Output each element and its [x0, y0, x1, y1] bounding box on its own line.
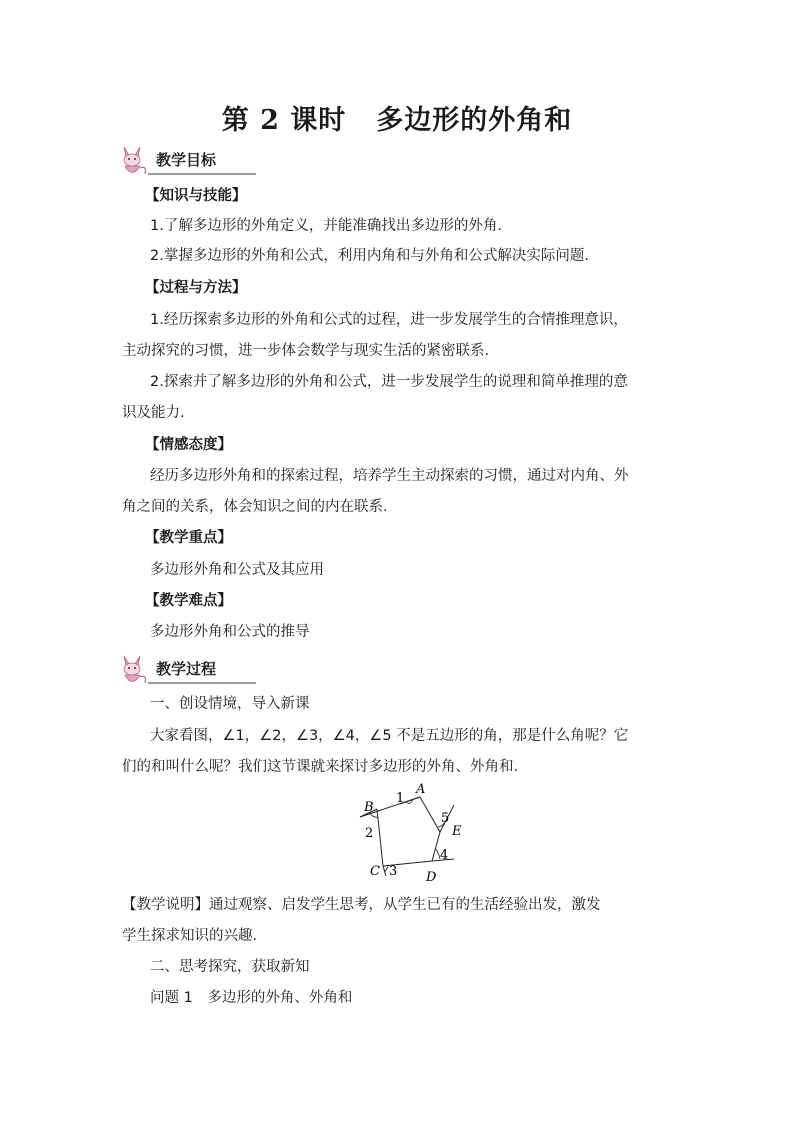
key-point-heading: 【教学重点】 [145, 530, 232, 546]
lesson-part: 第 2 课时 [221, 105, 347, 136]
section-rule [148, 682, 256, 684]
intro-line-1: 大家看图，∠1，∠2，∠3，∠4，∠5 不是五边形的角，那是什么角呢？它 [150, 728, 629, 744]
step-1-heading: 一、创设情境，导入新课 [150, 696, 310, 712]
vertex-label-b: B [364, 800, 374, 815]
vertex-label-a: A [416, 782, 426, 797]
vertex-label-c: C [370, 864, 380, 879]
vertex-label-d: D [426, 870, 437, 885]
angle-label-4: 4 [440, 848, 449, 863]
question-1: 问题 1 多边形的外角、外角和 [150, 990, 353, 1006]
angle-label-1: 1 [396, 791, 405, 806]
section-process-header [118, 652, 258, 688]
knowledge-item-1: 1.了解多边形的外角定义，并能准确找出多边形的外角. [150, 218, 502, 234]
section-goals-header [118, 143, 258, 179]
method-item-1-line-1: 1.经历探索多边形的外角和公式的过程，进一步发展学生的合情推理意识， [150, 312, 628, 328]
section-goals-label: 教学目标 [156, 151, 217, 169]
angle-label-3: 3 [389, 864, 398, 879]
section-process-label: 教学过程 [156, 660, 217, 678]
method-item-1-line-2: 主动探究的习惯，进一步体会数学与现实生活的紧密联系. [122, 343, 490, 359]
intro-line-2: 们的和叫什么呢？我们这节课就来探讨多边形的外角、外角和. [122, 759, 519, 775]
attitude-line-2: 角之间的关系，体会知识之间的内在联系. [122, 499, 388, 515]
pentagon-exterior-angles-figure [340, 780, 480, 890]
lesson-name: 多边形的外角和 [376, 105, 573, 136]
difficulty-heading: 【教学难点】 [145, 593, 232, 609]
teaching-note-line-2: 学生探求知识的兴趣. [122, 928, 258, 944]
key-point-text: 多边形外角和公式及其应用 [150, 562, 324, 578]
step-2-heading: 二、思考探究，获取新知 [150, 959, 310, 975]
teaching-note-line-1: 【教学说明】通过观察、启发学生思考，从学生已有的生活经验出发，激发 [122, 897, 601, 913]
knowledge-heading: 【知识与技能】 [145, 188, 247, 204]
method-heading: 【过程与方法】 [145, 280, 247, 296]
method-item-2-line-2: 识及能力. [122, 405, 185, 421]
method-item-2-line-1: 2.探索并了解多边形的外角和公式，进一步发展学生的说理和简单推理的意 [150, 374, 628, 390]
knowledge-item-2: 2.掌握多边形的外角和公式，利用内角和与外角和公式解决实际问题. [150, 248, 589, 264]
attitude-line-1: 经历多边形外角和的探索过程，培养学生主动探索的习惯，通过对内角、外 [150, 468, 629, 484]
fox-mascot-icon [118, 143, 148, 179]
section-rule [148, 173, 256, 175]
fox-mascot-icon [118, 652, 148, 688]
difficulty-text: 多边形外角和公式的推导 [150, 624, 310, 640]
attitude-heading: 【情感态度】 [145, 437, 232, 453]
angle-label-5: 5 [441, 811, 450, 826]
angle-label-2: 2 [365, 826, 374, 841]
page-title [0, 98, 794, 137]
vertex-label-e: E [452, 824, 462, 839]
